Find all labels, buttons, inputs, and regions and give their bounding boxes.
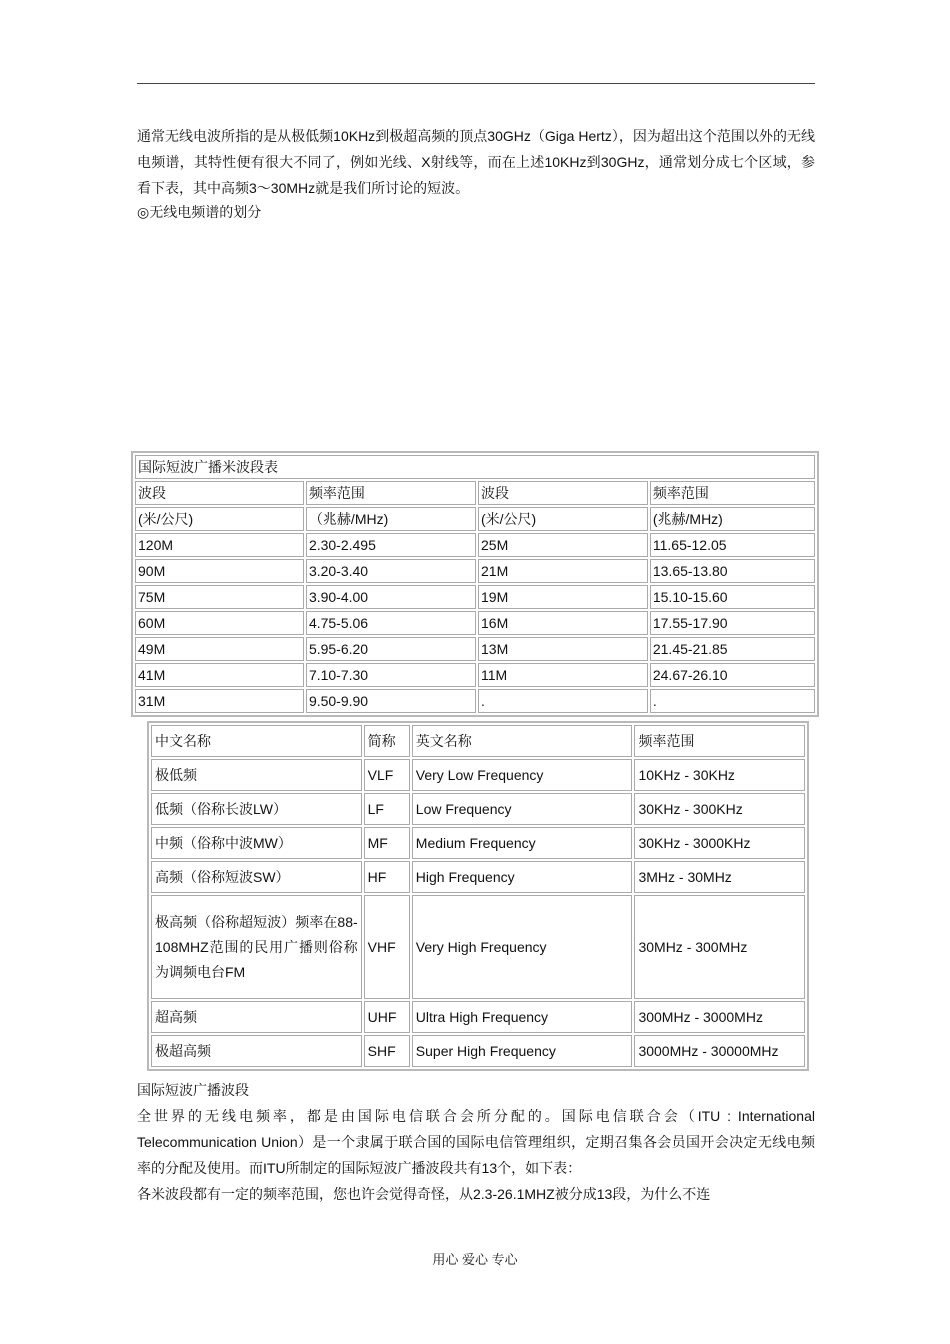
table-cell: 3MHz - 30MHz (634, 861, 805, 893)
unit-cell: (米/公尺) (135, 507, 304, 531)
intro-paragraph: 通常无线电波所指的是从极低频10KHz到极超高频的顶点30GHz（Giga Hertz），因为超出这个范围以外的无线电频谱，其特性便有很大不同了，例如光线、X射线等，而在上述10KHz到30GHz，通常划分成七个区域，参看下表，其中高频3～30MHz就是我们所讨论的短波。 (137, 128, 815, 196)
table-cell: 3.90-4.00 (306, 585, 476, 609)
table-row (135, 533, 815, 557)
table-cell: 30MHz - 300MHz (634, 895, 805, 999)
table-cell: 75M (135, 585, 304, 609)
table-cell: 7.10-7.30 (306, 663, 476, 687)
table-cell: 120M (135, 533, 304, 557)
unit-cell: (米/公尺) (478, 507, 648, 531)
table-cell: 19M (478, 585, 648, 609)
header-rule (137, 83, 815, 84)
table-row (135, 611, 815, 635)
table-cell: 49M (135, 637, 304, 661)
table-row (151, 895, 805, 999)
table-cell: 超高频 (151, 1001, 362, 1033)
radio-spectrum-table (147, 721, 809, 1071)
table-title: 国际短波广播米波段表 (135, 455, 815, 479)
section-2 (137, 1077, 815, 1207)
table-row (151, 1001, 805, 1033)
table-cell: 16M (478, 611, 648, 635)
table-cell: 极低频 (151, 759, 362, 791)
table-cell: 2.30-2.495 (306, 533, 476, 557)
header-cell: 简称 (364, 725, 410, 757)
table-cell: MF (364, 827, 410, 859)
table-row (151, 1035, 805, 1067)
table-row (151, 759, 805, 791)
section-paragraph: 全世界的无线电频率，都是由国际电信联合会所分配的。国际电信联合会（ITU : International Telecommunication Union）是一个隶属于联合国的国际电信管理组织，定期召集各会员国开会决定无线电频率的分配及使用。而ITU所制定的国际短波广播波段共有13个，如下表： (137, 1108, 815, 1176)
table-cell: UHF (364, 1001, 410, 1033)
table-row (135, 689, 815, 713)
table-cell: VHF (364, 895, 410, 999)
table-cell: 中频（俗称中波MW） (151, 827, 362, 859)
unit-cell: （兆赫/MHz) (306, 507, 476, 531)
table-cell: 3000MHz - 30000MHz (634, 1035, 805, 1067)
table-cell: 15.10-15.60 (650, 585, 815, 609)
header-cell: 波段 (478, 481, 648, 505)
table-cell: Ultra High Frequency (412, 1001, 633, 1033)
table-cell: 90M (135, 559, 304, 583)
table-cell: 极高频（俗称超短波）频率在88-108MHZ范围的民用广播则俗称为调频电台FM (151, 895, 362, 999)
table-row (151, 793, 805, 825)
spectrum-caption: ◎无线电频谱的划分 (137, 204, 262, 220)
table-cell: HF (364, 861, 410, 893)
table-header-row (151, 725, 805, 757)
table-cell: 4.75-5.06 (306, 611, 476, 635)
table-cell: 3.20-3.40 (306, 559, 476, 583)
table-cell: 31M (135, 689, 304, 713)
table-cell: . (478, 689, 648, 713)
table-cell: 低频（俗称长波LW） (151, 793, 362, 825)
table-header-row (135, 481, 815, 505)
page-footer: 用心 爱心 专心 (432, 1252, 518, 1267)
table-row (135, 585, 815, 609)
table-cell: Medium Frequency (412, 827, 633, 859)
unit-cell: (兆赫/MHz) (650, 507, 815, 531)
table-cell: 21.45-21.85 (650, 637, 815, 661)
table-row (151, 861, 805, 893)
table-cell: High Frequency (412, 861, 633, 893)
table-row (135, 663, 815, 687)
table-cell: 30KHz - 300KHz (634, 793, 805, 825)
table-row (135, 559, 815, 583)
table-cell: 24.67-26.10 (650, 663, 815, 687)
table-cell: 21M (478, 559, 648, 583)
header-cell: 频率范围 (306, 481, 476, 505)
table-cell: LF (364, 793, 410, 825)
table-cell: 极超高频 (151, 1035, 362, 1067)
table-cell: 13.65-13.80 (650, 559, 815, 583)
table-cell: 高频（俗称短波SW） (151, 861, 362, 893)
table-cell: 25M (478, 533, 648, 557)
header-cell: 中文名称 (151, 725, 362, 757)
table-cell: 60M (135, 611, 304, 635)
table-cell: 13M (478, 637, 648, 661)
table-cell: VLF (364, 759, 410, 791)
table-cell: 11.65-12.05 (650, 533, 815, 557)
header-cell: 频率范围 (650, 481, 815, 505)
section-heading: 国际短波广播波段 (137, 1082, 249, 1098)
header-cell: 频率范围 (634, 725, 805, 757)
table-cell: Low Frequency (412, 793, 633, 825)
table-units-row (135, 507, 815, 531)
table-cell: 9.50-9.90 (306, 689, 476, 713)
table-cell: 5.95-6.20 (306, 637, 476, 661)
table-cell: 11M (478, 663, 648, 687)
section-paragraph: 各米波段都有一定的频率范围，您也许会觉得奇怪，从2.3-26.1MHZ被分成13段，为什么不连 (137, 1186, 711, 1202)
shortwave-band-table (131, 451, 819, 717)
table-cell: Very Low Frequency (412, 759, 633, 791)
table-cell: 17.55-17.90 (650, 611, 815, 635)
table-cell: 30KHz - 3000KHz (634, 827, 805, 859)
table-cell: Super High Frequency (412, 1035, 633, 1067)
table-row (151, 827, 805, 859)
table-cell: 300MHz - 3000MHz (634, 1001, 805, 1033)
table-cell: . (650, 689, 815, 713)
header-cell: 波段 (135, 481, 304, 505)
header-cell: 英文名称 (412, 725, 633, 757)
table-cell: SHF (364, 1035, 410, 1067)
table-cell: 41M (135, 663, 304, 687)
table-cell: Very High Frequency (412, 895, 633, 999)
table-title-row (135, 455, 815, 479)
table-row (135, 637, 815, 661)
table-cell: 10KHz - 30KHz (634, 759, 805, 791)
